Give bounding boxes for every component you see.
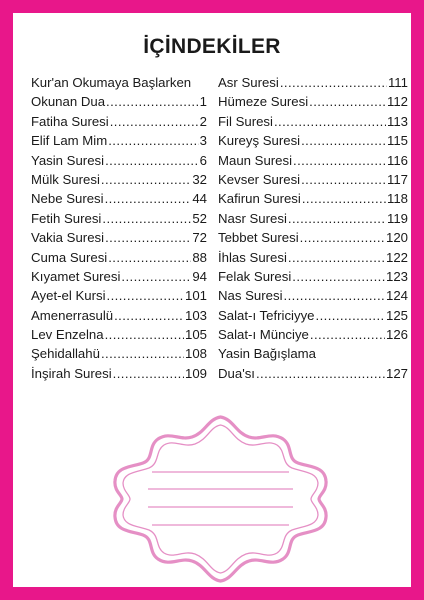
- ornamental-label-frame-icon: [108, 411, 333, 586]
- leader-dots: [113, 364, 184, 383]
- toc-entry-page: 118: [386, 191, 408, 207]
- toc-entry-page: 1: [199, 94, 207, 110]
- toc-entry-name: Kıyamet Suresi: [31, 268, 121, 284]
- toc-entry-name: Fil Suresi: [218, 113, 273, 129]
- toc-entry-page: 119: [386, 210, 408, 226]
- toc-entry-name: Maun Suresi: [218, 152, 293, 168]
- toc-entry: [218, 306, 408, 325]
- toc-right-column: [218, 73, 408, 383]
- toc-entry: [31, 228, 207, 247]
- leader-dots: [256, 364, 385, 383]
- frame-writing-lines: [148, 472, 293, 525]
- toc-entry-name: Dua'sı: [218, 365, 255, 381]
- leader-dots: [105, 325, 184, 344]
- leader-dots: [301, 170, 386, 189]
- leader-dots: [280, 73, 387, 92]
- leader-dots: [300, 228, 385, 247]
- toc-entry-page: 124: [385, 288, 408, 304]
- toc-entry-page: 2: [199, 113, 207, 129]
- toc-entry-name: Kur'an Okumaya Başlarken: [31, 74, 192, 90]
- toc-entry: [218, 286, 408, 305]
- toc-entry-name: Okunan Dua: [31, 94, 106, 110]
- toc-entry-page: 122: [385, 249, 408, 265]
- leader-dots: [105, 189, 192, 208]
- toc-entry: [31, 344, 207, 363]
- toc-entry-name: Vakia Suresi: [31, 230, 105, 246]
- toc-entry-name: Lev Enzelna: [31, 327, 104, 343]
- leader-dots: [108, 248, 191, 267]
- toc-entry-page: 120: [385, 230, 408, 246]
- toc-entry: [218, 325, 408, 344]
- toc-entry: [218, 73, 408, 92]
- toc-entry: [31, 73, 207, 92]
- leader-dots: [284, 286, 385, 305]
- toc-entry-page: 32: [192, 171, 207, 187]
- toc-entry: [218, 151, 408, 170]
- leader-dots: [105, 151, 199, 170]
- toc-entry-name: Hümeze Suresi: [218, 94, 309, 110]
- toc-entry-name: Kureyş Suresi: [218, 133, 301, 149]
- toc-entry-name: Kevser Suresi: [218, 171, 301, 187]
- toc-entry-page: 6: [199, 152, 207, 168]
- toc-entry-page: 101: [184, 288, 207, 304]
- toc-entry-name: Amenerrasulü: [31, 307, 114, 323]
- toc-entry-name: İnşirah Suresi: [31, 365, 112, 381]
- toc-entry-page: 105: [184, 327, 207, 343]
- toc-entry-name: Elif Lam Mim: [31, 133, 108, 149]
- toc-entry-page: 3: [199, 133, 207, 149]
- leader-dots: [121, 267, 191, 286]
- toc-entry-name: Nas Suresi: [218, 288, 283, 304]
- toc-entry-name: Nebe Suresi: [31, 191, 104, 207]
- toc-entry-page: 94: [192, 268, 207, 284]
- leader-dots: [288, 248, 385, 267]
- toc-entry: [31, 112, 207, 131]
- leader-dots: [108, 131, 198, 150]
- leader-dots: [101, 344, 184, 363]
- toc-entry-page: 125: [385, 307, 408, 323]
- toc-entry: [218, 248, 408, 267]
- leader-dots: [114, 306, 184, 325]
- toc-entry-name: İhlas Suresi: [218, 249, 287, 265]
- toc-entry-page: 123: [385, 268, 408, 284]
- leader-dots: [102, 209, 191, 228]
- leader-dots: [110, 112, 199, 131]
- toc-entry: [31, 92, 207, 111]
- toc-entry-page: 108: [184, 346, 207, 362]
- toc-entry: [31, 286, 207, 305]
- toc-entry-name: Mülk Suresi: [31, 171, 100, 187]
- page-title: İÇİNDEKİLER: [143, 35, 281, 58]
- toc-entry: [31, 325, 207, 344]
- leader-dots: [274, 112, 386, 131]
- frame-outer-outline: [115, 417, 326, 581]
- toc-entry-page: 109: [184, 365, 207, 381]
- toc-entry-name: Yasin Bağışlama: [218, 346, 316, 362]
- leader-dots: [288, 209, 386, 228]
- toc-entry-name: Nasr Suresi: [218, 210, 287, 226]
- toc-entry-page: 127: [385, 365, 408, 381]
- toc-entry: [31, 170, 207, 189]
- toc-entry-name: Yasin Suresi: [31, 152, 105, 168]
- toc-entry-name: Salat-ı Tefriciyye: [218, 307, 315, 323]
- toc-entry: [218, 189, 408, 208]
- leader-dots: [293, 151, 386, 170]
- leader-dots: [301, 131, 386, 150]
- toc-entry-page: 116: [386, 152, 408, 168]
- leader-dots: [106, 92, 199, 111]
- toc-entry-name: Ayet-el Kursi: [31, 288, 106, 304]
- toc-entry: [31, 248, 207, 267]
- toc-entry-name: Cuma Suresi: [31, 249, 108, 265]
- toc-entry: [218, 344, 408, 363]
- toc-entry: [218, 228, 408, 247]
- toc-entry-page: 111: [387, 74, 408, 90]
- toc-entry: [218, 131, 408, 150]
- toc-entry-name: Felak Suresi: [218, 268, 292, 284]
- toc-left-column: [31, 73, 207, 383]
- toc-entry-page: 72: [192, 230, 207, 246]
- toc-entry-page: 115: [386, 133, 408, 149]
- toc-entry: [31, 131, 207, 150]
- leader-dots: [302, 189, 386, 208]
- toc-entry-name: Tebbet Suresi: [218, 230, 299, 246]
- toc-entry-name: Şehidallahü: [31, 346, 100, 362]
- toc-entry-name: Fatiha Suresi: [31, 113, 109, 129]
- toc-entry: [218, 112, 408, 131]
- leader-dots: [105, 228, 191, 247]
- toc-entry: [31, 209, 207, 228]
- toc-entry-page: 117: [386, 171, 408, 187]
- toc-entry: [31, 189, 207, 208]
- toc-entry: [31, 306, 207, 325]
- toc-entry-page: 52: [192, 210, 207, 226]
- toc-entry: [31, 151, 207, 170]
- toc-entry-name: Asr Suresi: [218, 74, 279, 90]
- leader-dots: [101, 170, 191, 189]
- leader-dots: [316, 306, 385, 325]
- leader-dots: [309, 92, 386, 111]
- toc-entry: [218, 267, 408, 286]
- leader-dots: [292, 267, 385, 286]
- toc-entry-page: 112: [386, 94, 408, 110]
- toc-entry: [218, 170, 408, 189]
- toc-entry-page: 113: [386, 113, 408, 129]
- toc-entry: [31, 364, 207, 383]
- toc-entry: [218, 92, 408, 111]
- toc-entry-name: Kafirun Suresi: [218, 191, 301, 207]
- toc-entry-page: 44: [192, 191, 207, 207]
- leader-dots: [310, 325, 385, 344]
- toc-entry-name: Fetih Suresi: [31, 210, 102, 226]
- toc-entry-name: Salat-ı Münciye: [218, 327, 309, 343]
- toc-entry-page: 88: [192, 249, 207, 265]
- toc-entry: [218, 209, 408, 228]
- toc-entry-page: 103: [184, 307, 207, 323]
- leader-dots: [107, 286, 184, 305]
- toc-entry: [31, 267, 207, 286]
- toc-entry-page: 126: [385, 327, 408, 343]
- toc-entry: [218, 364, 408, 383]
